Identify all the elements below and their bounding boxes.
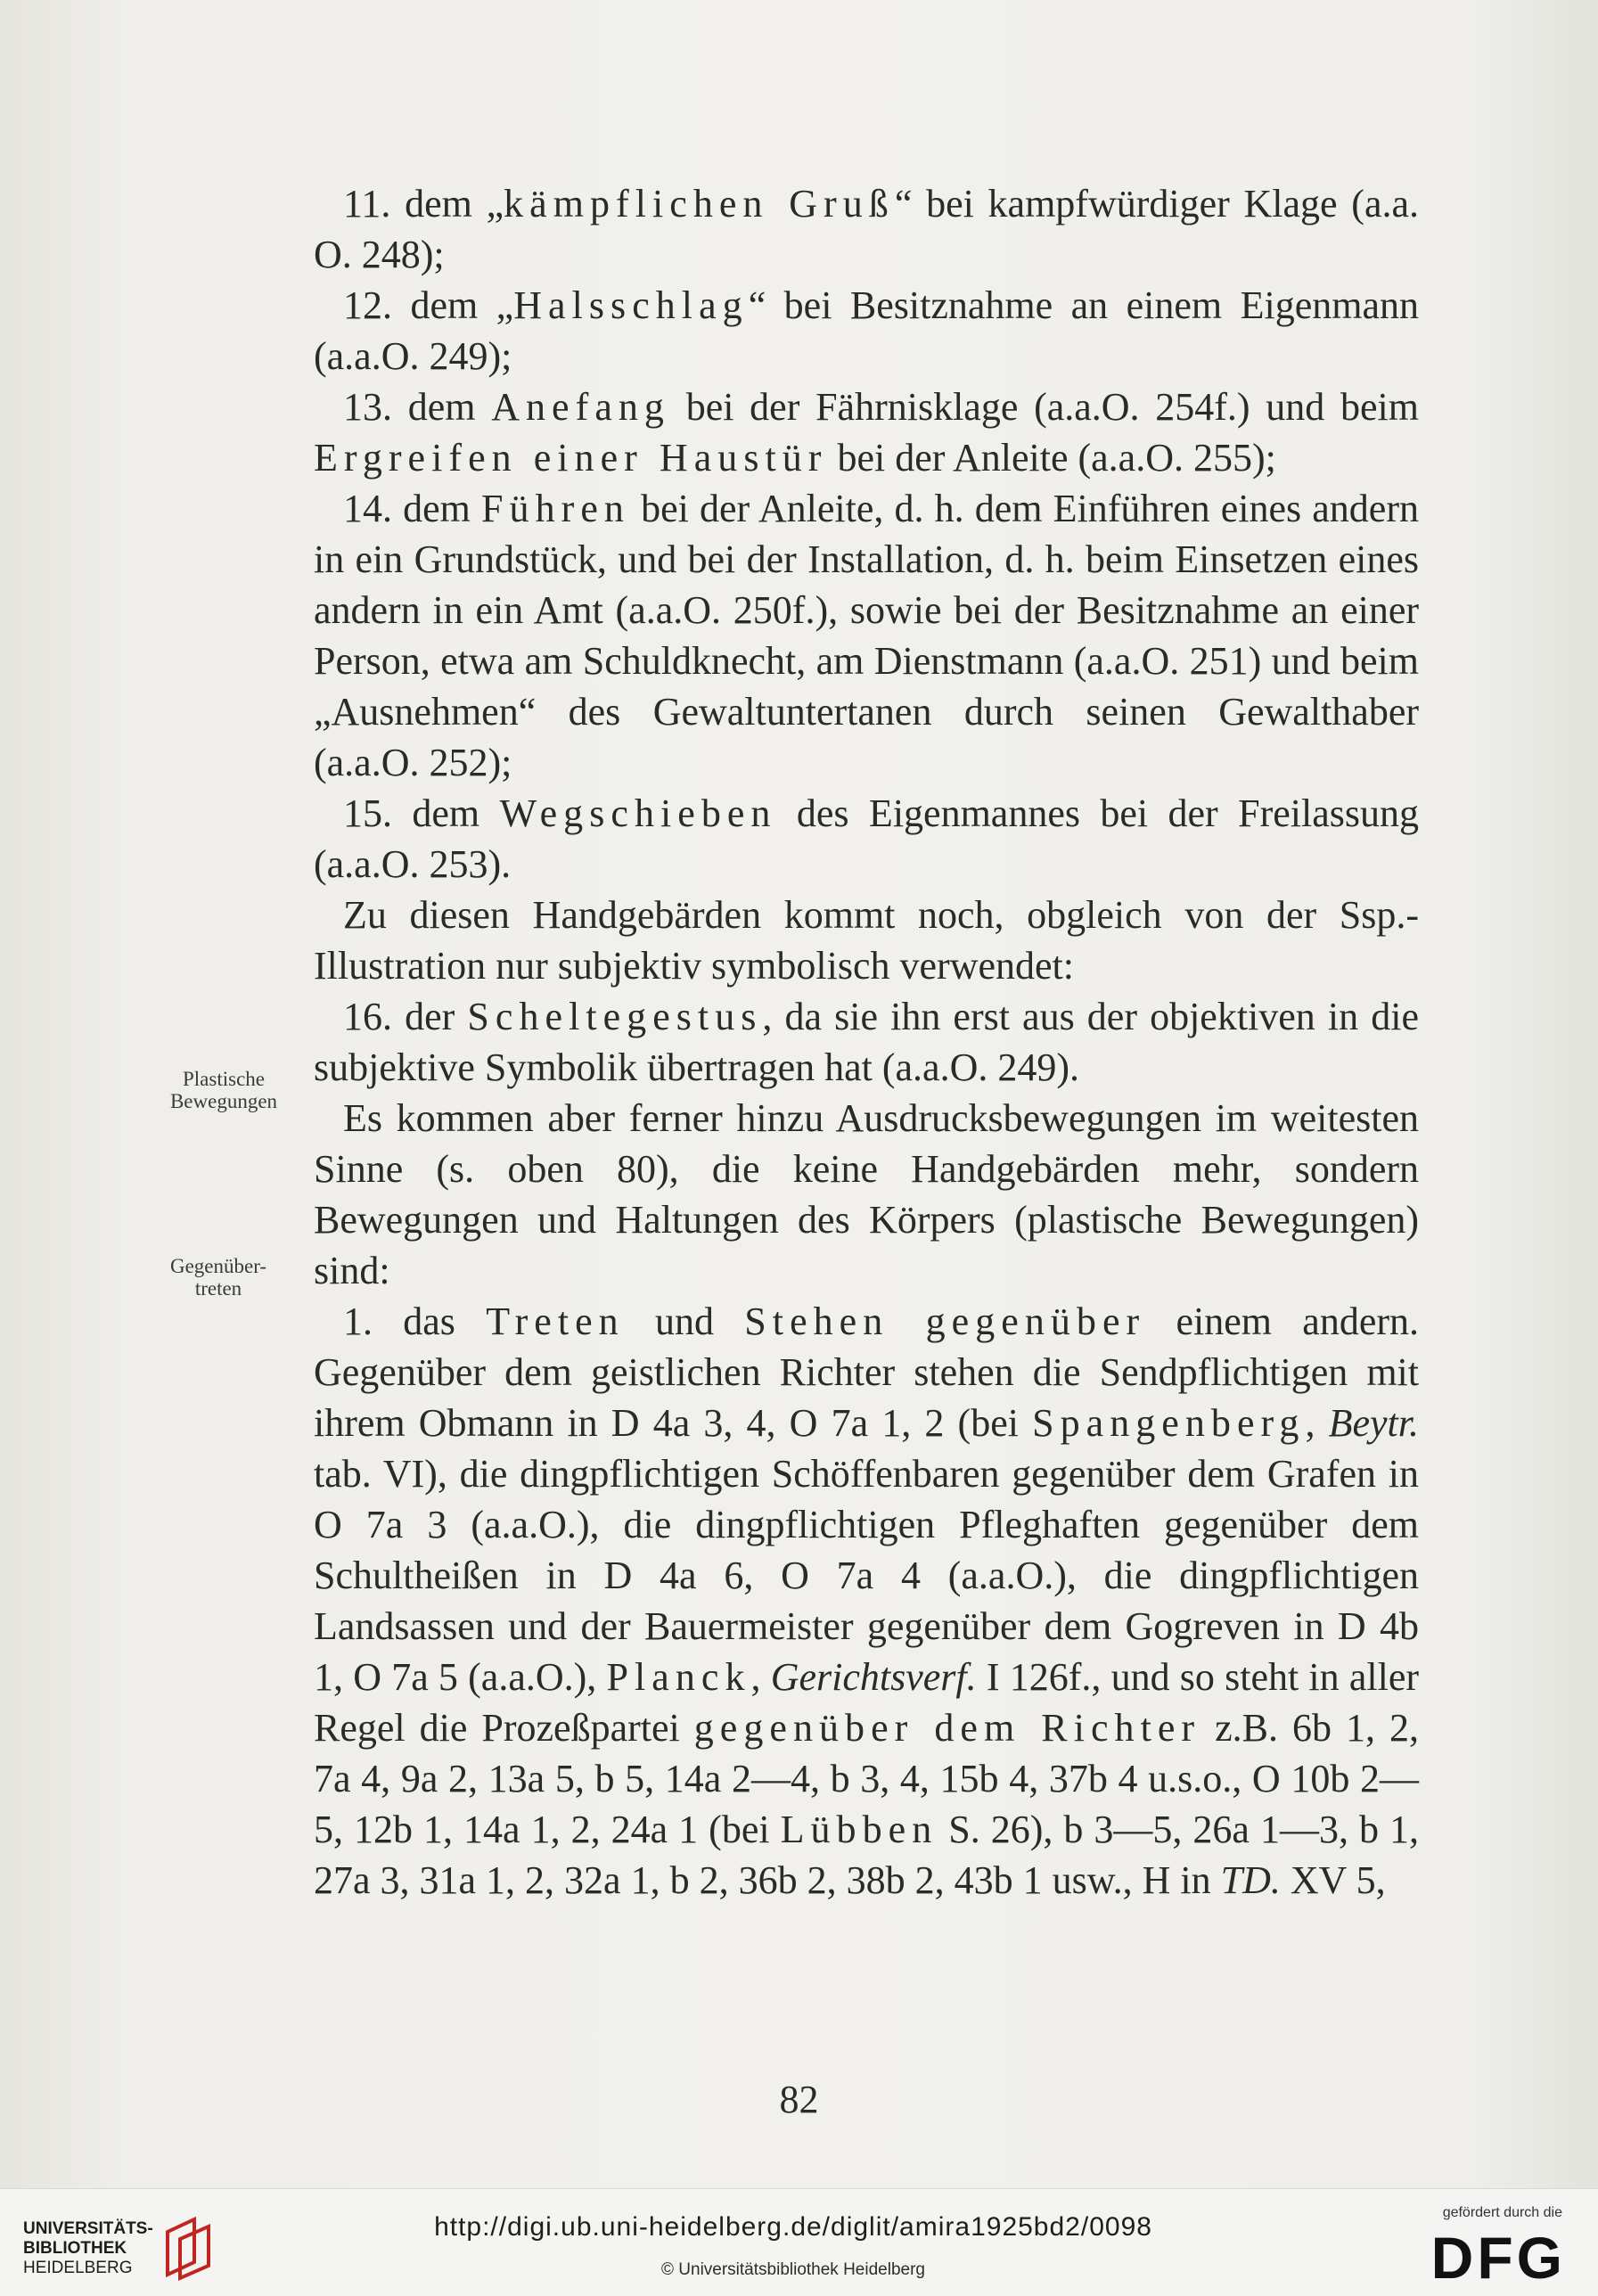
text-run: einem andern. Gegenüber dem geistlichen Richter stehen die Sendpflichtigen mit ihrem Obmann in D 4a 3, 4, O 7a 1, 2 (bei bbox=[314, 1300, 1419, 1445]
paragraph-1 bbox=[314, 1296, 1419, 1906]
paragraph-11 bbox=[314, 178, 1419, 280]
text-run: bei der Anleite, d. h. dem Einführen eines andern in ein Grundstück, und bei der Installation, d. h. beim Einsetzen eines andern in ein Amt (a.a.O. 250f.), sowie bei der Besitznahme an einer Person, etwa am Schuldknecht, am Dienstmann (a.a.O. 251) und beim „Ausnehmen“ des Gewaltuntertanen durch seinen Gewalthaber (a.a.O. 252); bbox=[314, 487, 1419, 784]
funding-label: gefördert durch die bbox=[1442, 2205, 1562, 2220]
text-run: “ bei Besitznahme an einem Eigenmann (a.a.O. 249); bbox=[314, 283, 1419, 378]
text-run: bei der Fährnisklage (a.a.O. 254f.) und beim bbox=[669, 385, 1419, 429]
text-run: S. 26), b 3—5, 26a 1—3, b 1, 27a 3, 31a 1, 2, 32a 1, b 2, 36b 2, 38b 2, 43b 1 usw., H in bbox=[314, 1808, 1420, 1902]
author-name: Planck bbox=[606, 1655, 751, 1699]
author-name: Spangenberg bbox=[1032, 1401, 1306, 1445]
work-title: Beytr. bbox=[1328, 1401, 1419, 1445]
work-title: Gerichtsverf. bbox=[770, 1655, 977, 1699]
text-run: XV 5, bbox=[1280, 1858, 1386, 1902]
text-run: 1. das bbox=[343, 1300, 487, 1343]
paragraph-15 bbox=[314, 788, 1419, 890]
footer-bar bbox=[0, 2188, 1598, 2296]
margin-note-line: treten bbox=[194, 1277, 242, 1300]
text-run: z.B. 6b 1, 2, 7a 4, 9a 2, 13a 5, b 5, 14a 2—4, b 3, 4, 15b 4, 37b 4 u.s.o., O 10b 2—5, 12b 1, 14a 1, 2, 24a 1 (bei bbox=[314, 1706, 1420, 1851]
work-title: TD. bbox=[1220, 1858, 1281, 1902]
emphasis-term: Scheltegestus bbox=[467, 995, 763, 1038]
text-run: , da sie ihn erst aus der objektiven in die subjektive Symbolik übertragen hat (a.a.O. 249). bbox=[314, 995, 1419, 1089]
margin-note-line: Bewegungen bbox=[169, 1090, 278, 1112]
emphasis-term: kämpflichen Gruß bbox=[504, 182, 895, 226]
permalink-url[interactable]: http://digi.ub.uni-heidelberg.de/diglit/amira1925bd2/0098 bbox=[434, 2212, 1152, 2242]
emphasis-term: gegenüber dem Richter bbox=[693, 1706, 1201, 1750]
emphasis-term: Treten bbox=[486, 1300, 625, 1343]
paragraph-12 bbox=[314, 280, 1419, 381]
paragraph-zu-diesen: Zu diesen Handgebärden kommt noch, obgleich von der Ssp.-Illustration nur subjektiv symbolisch verwendet: bbox=[314, 893, 1419, 988]
emphasis-term: Halsschlag bbox=[513, 283, 749, 327]
library-line: HEIDELBERG bbox=[23, 2259, 133, 2277]
text-run: , bbox=[1305, 1401, 1329, 1445]
margin-note-plastische bbox=[148, 1068, 299, 1112]
page-number: 82 bbox=[779, 2078, 819, 2121]
text-run: , bbox=[750, 1655, 771, 1699]
text-run: 15. dem bbox=[343, 791, 500, 835]
copyright-notice: © Universitätsbibliothek Heidelberg bbox=[661, 2260, 925, 2279]
text-run: 13. dem bbox=[343, 385, 492, 429]
emphasis-term: Stehen gegenüber bbox=[744, 1300, 1146, 1343]
paragraph-16 bbox=[314, 991, 1419, 1093]
text-run: 14. dem bbox=[343, 487, 482, 530]
text-run: 11. dem „ bbox=[343, 182, 504, 226]
text-run: und bbox=[624, 1300, 745, 1343]
text-run: bei der Anleite (a.a.O. 255); bbox=[827, 436, 1276, 480]
paragraph-14 bbox=[314, 483, 1419, 788]
emphasis-term: Anefang bbox=[491, 385, 670, 429]
text-run: 16. der bbox=[343, 995, 468, 1038]
library-line: BIBLIOTHEK bbox=[23, 2239, 127, 2258]
paragraph-13 bbox=[314, 381, 1419, 483]
body-text bbox=[314, 178, 1419, 1906]
paragraph-es-kommen: Es kommen aber ferner hinzu Ausdrucksbewegungen im weitesten Sinne (s. oben 80), die keine Handgebärden mehr, sondern Bewegungen und Haltungen des Körpers (plastische Bewegungen) sind: bbox=[314, 1096, 1419, 1292]
text-run: des Eigenmannes bei der Freilassung (a.a.O. 253). bbox=[314, 791, 1419, 886]
margin-note-line: Plastische bbox=[183, 1068, 265, 1090]
library-emblem-icon bbox=[159, 2212, 221, 2284]
emphasis-term: Führen bbox=[481, 487, 630, 530]
text-run: 12. dem „ bbox=[343, 283, 514, 327]
margin-note-gegenueber bbox=[143, 1255, 294, 1300]
emphasis-term: Wegschieben bbox=[499, 791, 777, 835]
margin-note-line: Gegenüber- bbox=[169, 1255, 267, 1277]
text-run: I 126f., und so steht in aller Regel die Prozeßpartei bbox=[314, 1655, 1420, 1750]
text-run: tab. VI), die dingpflichtigen Schöffenbaren gegenüber dem Grafen in O 7a 3 (a.a.O.), die dingpflichtigen Pfleghaften gegenüber dem Schultheißen in D 4a 6, O 7a 4 (a.a.O.), die dingpflichtigen Landsassen und der Bauermeister gegenüber dem Gogreven in D 4b 1, O 7a 5 (a.a.O.), bbox=[314, 1452, 1419, 1699]
library-name bbox=[23, 2219, 153, 2278]
library-line: UNIVERSITÄTS- bbox=[23, 2219, 153, 2238]
text-run: “ bei kampfwürdiger Klage (a.a. O. 248); bbox=[314, 182, 1420, 276]
dfg-logo: DFG bbox=[1430, 2225, 1566, 2291]
emphasis-term: Ergreifen einer Haustür bbox=[314, 436, 828, 480]
author-name: Lübben bbox=[780, 1808, 938, 1851]
